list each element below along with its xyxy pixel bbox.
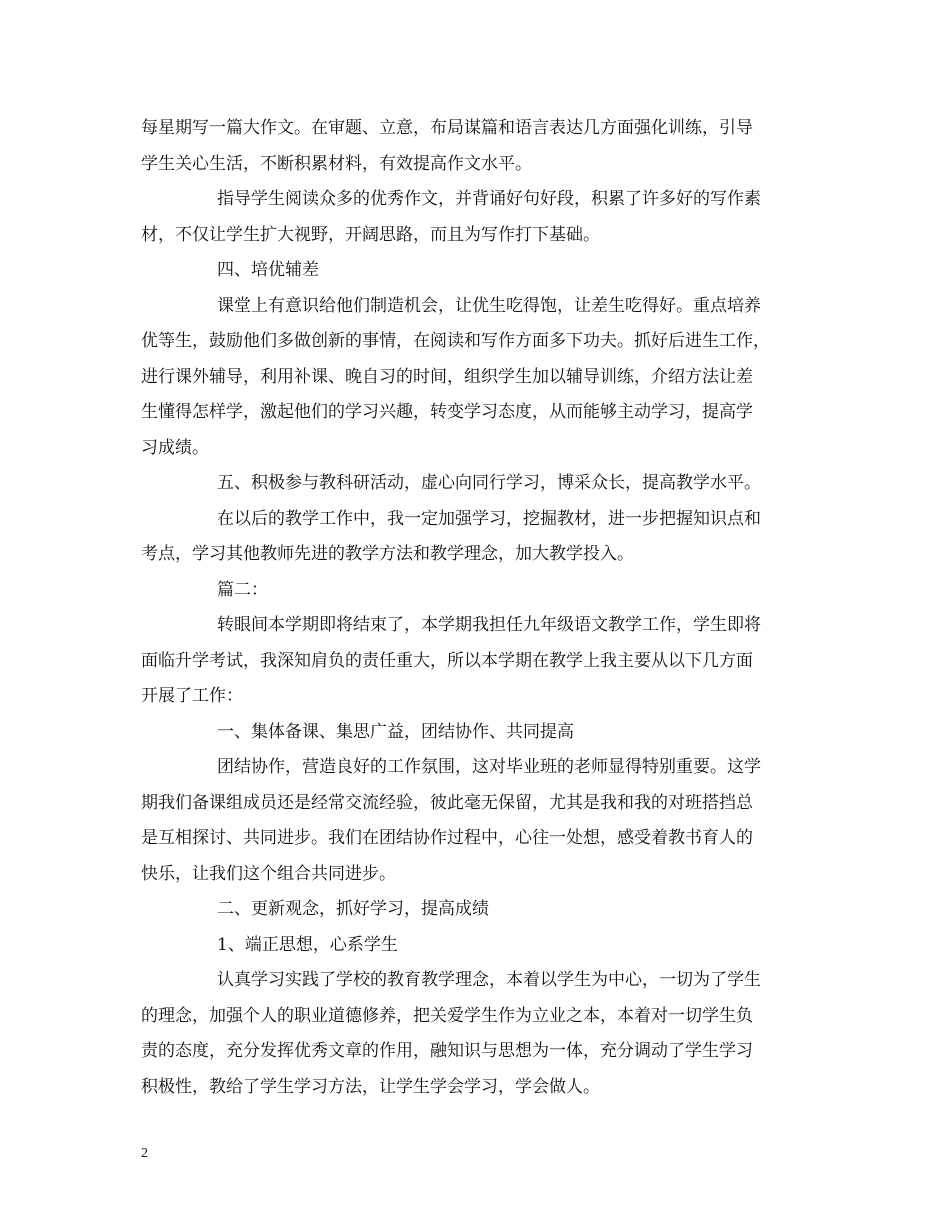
text-line: 材，不仅让学生扩大视野，开阔思路，而且为写作打下基础。: [141, 224, 600, 245]
text-line: 责的态度，充分发挥优秀文章的作用，融知识与思想为一体，充分调动了学生学习: [141, 1041, 753, 1061]
text-line: 面临升学考试，我深知肩负的责任重大，所以本学期在教学上我主要从以下几方面: [141, 650, 753, 671]
page-number: 2: [141, 1146, 148, 1161]
text-line: 每星期写一篇大作文。在审题、立意，布局谋篇和语言表达几方面强化训练，引导: [141, 118, 753, 138]
text-line: 二、更新观念，抓好学习，提高成绩: [217, 899, 489, 919]
text-line: 在以后的教学工作中，我一定加强学习，挖掘教材，进一步把握知识点和: [217, 508, 761, 529]
text-line: 学生关心生活，不断积累材料，有效提高作文水平。: [141, 153, 532, 174]
text-line: 生懂得怎样学，激起他们的学习兴趣，转变学习态度，从而能够主动学习，提高学: [141, 402, 753, 422]
text-line: 习成绩。: [141, 437, 209, 458]
text-line: 四、培优辅差: [217, 260, 319, 280]
text-line: 考点，学习其他教师先进的教学方法和教学理念，加大教学投入。: [141, 544, 634, 564]
document-body: [141, 111, 821, 1105]
text-line: 快乐，让我们这个组合共同进步。: [141, 863, 396, 884]
text-line: 进行课外辅导，利用补课、晚自习的时间，组织学生加以辅导训练，介绍方法让差: [141, 366, 753, 387]
text-line: 团结协作，营造良好的工作氛围，这对毕业班的老师显得特别重要。这学: [217, 757, 761, 777]
text-line: 课堂上有意识给他们制造机会，让优生吃得饱，让差生吃得好。重点培养: [217, 295, 761, 316]
text-line: 优等生，鼓励他们多做创新的事情，在阅读和写作方面多下功夫。抓好后进生工作，: [141, 331, 770, 351]
text-line: 篇二：: [217, 579, 268, 600]
text-line: 指导学生阅读众多的优秀作文，并背诵好句好段，积累了许多好的写作素: [217, 189, 761, 209]
text-line: 认真学习实践了学校的教育教学理念，本着以学生为中心，一切为了学生: [217, 970, 761, 990]
text-line: 1、端正思想，心系学生: [217, 934, 398, 955]
text-line: 的理念，加强个人的职业道德修养，把关爱学生作为立业之本，本着对一切学生负: [141, 1005, 753, 1026]
text-line: 是互相探讨、共同进步。我们在团结协作过程中，心往一处想，感受着教书育人的: [141, 828, 753, 848]
text-line: 开展了工作：: [141, 686, 243, 706]
text-line: 五、积极参与教科研活动，虚心向同行学习，博采众长，提高教学水平。: [217, 473, 761, 493]
text-line: 积极性，教给了学生学习方法，让学生学会学习，学会做人。: [141, 1076, 600, 1097]
text-line: 期我们备课组成员还是经常交流经验，彼此毫无保留，尤其是我和我的对班搭挡总: [141, 792, 753, 813]
text-line: 转眼间本学期即将结束了，本学期我担任九年级语文教学工作，学生即将: [217, 615, 761, 635]
text-line: 一、集体备课、集思广益，团结协作、共同提高: [217, 721, 574, 742]
